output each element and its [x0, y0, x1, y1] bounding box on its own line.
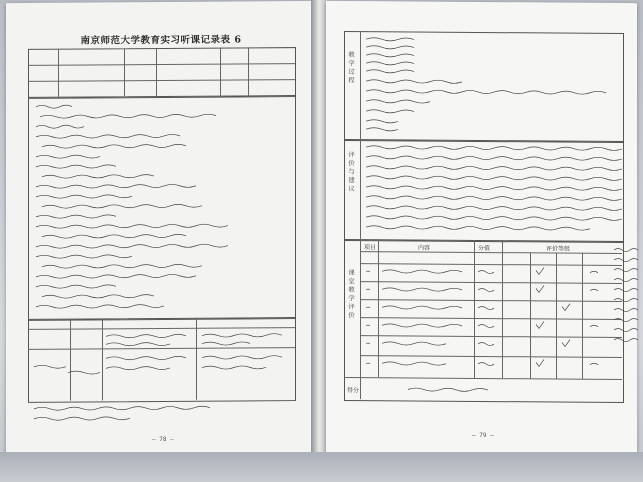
header-column-line [58, 49, 59, 97]
table-surface [0, 452, 643, 482]
section-label-classroom: 课堂教学评价 [347, 269, 355, 321]
section-label-process: 教学过程 [347, 51, 355, 86]
total-label: 得分 [347, 387, 360, 395]
evaluation-handwriting [364, 143, 637, 239]
left-page-title: 南京师范大学教育实习听课记录表 6 [80, 34, 242, 47]
header-column-line [156, 48, 157, 96]
section-label-column [360, 139, 361, 239]
left-page-number: — 78 — [152, 435, 174, 444]
total-score-handwriting [406, 383, 526, 396]
left-page [6, 1, 316, 455]
header-score: 分值 [478, 244, 491, 253]
rating-table-handwriting [360, 263, 622, 377]
margin-notes [612, 246, 642, 366]
process-handwriting [364, 35, 620, 137]
activity-table-handwriting [32, 331, 290, 397]
header-rating: 评价等级 [546, 245, 571, 253]
handwritten-notes [34, 101, 292, 313]
header-content: 内容 [418, 244, 431, 252]
section-label-evaluation: 评价与建议 [347, 151, 355, 194]
footer-notes [32, 403, 290, 423]
section-label-column [360, 31, 361, 139]
right-page-number: — 79 — [472, 431, 494, 440]
header-column-line [220, 48, 221, 96]
header-column-line [124, 48, 125, 96]
right-page [326, 1, 637, 455]
header-item: 项目 [364, 244, 377, 252]
header-info-table [28, 47, 296, 99]
header-column-line [248, 47, 249, 95]
